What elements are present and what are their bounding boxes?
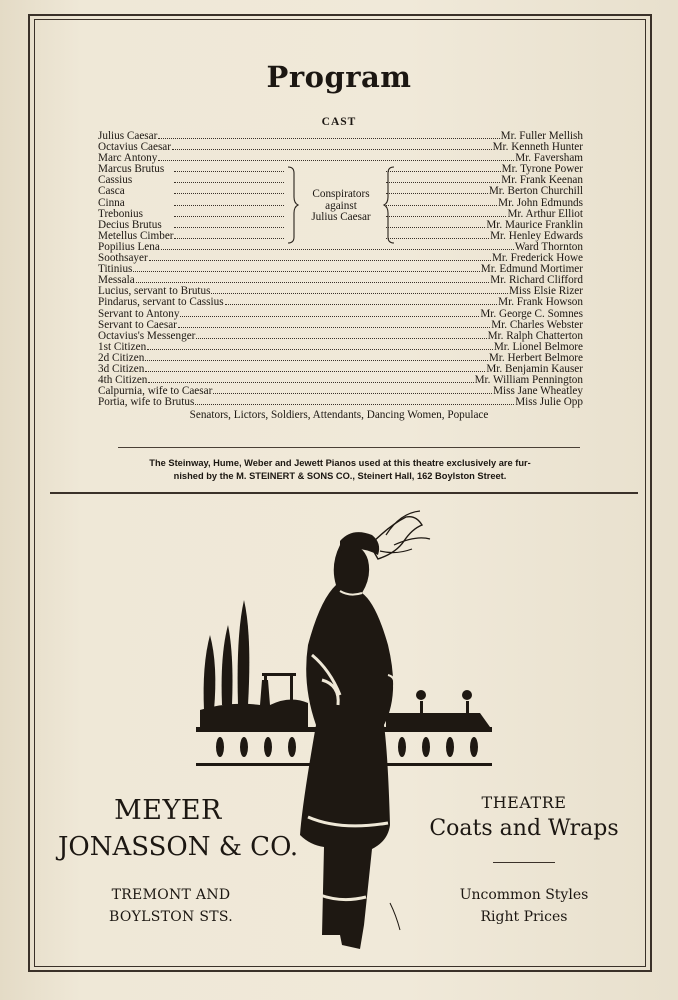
cast-role: Octavius Caesar: [98, 141, 172, 154]
advertiser-name-line: MEYER: [114, 795, 222, 826]
cast-row: [98, 231, 583, 242]
cast-actor: Mr. Henley Edwards: [490, 229, 583, 242]
cast-row: [98, 309, 583, 320]
cast-actor: Mr. Frederick Howe: [491, 252, 583, 265]
piano-notice-line: The Steinway, Hume, Weber and Jewett Pianos used at this theatre exclusively are fur-: [149, 458, 531, 468]
dot-leader: [148, 375, 473, 383]
product-heading: [418, 792, 630, 863]
cast-actor: Mr. Lionel Belmore: [493, 340, 583, 353]
product-divider: [493, 862, 555, 863]
cast-role: Cassius: [98, 174, 133, 187]
conspirators-label: [297, 189, 385, 224]
cast-role: Metellus Cimber: [98, 229, 174, 242]
cast-actor: Mr. Fuller Mellish: [500, 130, 583, 142]
cast-actor: Miss Elsie Rizer: [509, 285, 583, 298]
conspirators-label-line: Julius Caesar: [311, 211, 371, 223]
cast-role: Trebonius: [98, 207, 143, 220]
cast-role: Octavius's Messenger: [98, 329, 196, 342]
piano-notice: [90, 457, 590, 483]
cast-role: 1st Citizen: [98, 340, 147, 353]
dot-leader: [161, 242, 514, 250]
slogan-line: Right Prices: [480, 909, 568, 925]
cast-list: [98, 131, 583, 408]
cast-role: Julius Caesar: [98, 130, 158, 142]
cast-actor: Mr. Richard Clifford: [490, 274, 583, 287]
divider: [118, 447, 580, 448]
cast-actor: Mr. Arthur Elliot: [507, 207, 583, 220]
dot-leader: [196, 331, 486, 339]
piano-notice-line: nished by the M. STEINERT & SONS CO., Steinert Hall, 162 Boylston Street.: [173, 471, 507, 481]
cast-actor: Mr. Maurice Franklin: [486, 218, 583, 231]
dot-leader: [174, 175, 284, 183]
cast-role: Titinius: [98, 263, 133, 276]
dot-leader: [386, 220, 485, 228]
slogan-line: Uncommon Styles: [459, 887, 589, 903]
cast-role: Portia, wife to Brutus: [98, 396, 195, 409]
dot-leader: [386, 198, 497, 206]
cast-actor: Mr. George C. Somnes: [480, 307, 583, 320]
cast-role: Casca: [98, 185, 125, 198]
dot-leader: [386, 186, 488, 194]
cast-actor: Miss Jane Wheatley: [493, 385, 583, 398]
dot-leader: [133, 264, 479, 272]
dot-leader: [172, 142, 492, 150]
cast-actor: Mr. Kenneth Hunter: [492, 141, 583, 154]
cast-actor: Mr. Charles Webster: [491, 318, 583, 331]
cast-row: [98, 397, 583, 408]
dot-leader: [178, 320, 490, 328]
advertiser-name: [58, 793, 299, 865]
cast-role: Servant to Caesar: [98, 318, 177, 331]
dot-leader: [213, 386, 492, 394]
dot-leader: [386, 231, 489, 239]
cast-role: Decius Brutus: [98, 218, 162, 231]
conspirators-label-line: Conspirators: [312, 188, 370, 200]
address-line: TREMONT AND: [111, 887, 231, 903]
dot-leader: [158, 153, 514, 161]
cast-actor: Mr. Faversham: [515, 152, 583, 165]
dot-leader: [174, 209, 284, 217]
cast-role: Cinna: [98, 196, 125, 209]
cast-role: 2d Citizen: [98, 351, 145, 364]
cast-role: Marcus Brutus: [98, 163, 165, 176]
cast-actor: Mr. Frank Howson: [498, 296, 583, 309]
cast-role: Soothsayer: [98, 252, 148, 265]
dot-leader: [136, 275, 490, 283]
address-line: BOYLSTON STS.: [108, 909, 234, 925]
conspirators-label-line: against: [325, 199, 357, 212]
cast-actor: Mr. Tyrone Power: [501, 163, 583, 176]
cast-heading: CAST: [321, 116, 357, 128]
advertiser-address: [58, 884, 284, 928]
dot-leader: [149, 253, 491, 261]
cast-role: 4th Citizen: [98, 374, 148, 387]
section-divider: [50, 492, 638, 494]
cast-row: [98, 297, 583, 308]
dot-leader: [195, 397, 514, 405]
cast-role: Marc Antony: [98, 152, 158, 165]
cast-role: Popilius Lena: [98, 240, 160, 253]
dot-leader: [386, 209, 506, 217]
dot-leader: [158, 131, 499, 139]
cast-role: Pindarus, servant to Cassius: [98, 296, 224, 309]
dot-leader: [180, 309, 479, 317]
dot-leader: [145, 353, 488, 361]
cast-role: Messala: [98, 274, 135, 287]
dot-leader: [174, 220, 284, 228]
dot-leader: [147, 342, 493, 350]
cast-role: Servant to Antony: [98, 307, 180, 320]
cast-actor: Mr. Berton Churchill: [488, 185, 583, 198]
cast-actor: Mr. Edmund Mortimer: [480, 263, 583, 276]
page-title: Program: [266, 60, 412, 94]
cast-actor: Miss Julie Opp: [515, 396, 583, 409]
cast-actor: Mr. Herbert Belmore: [488, 351, 583, 364]
cast-actor: Ward Thornton: [514, 240, 583, 253]
dot-leader: [386, 175, 500, 183]
dot-leader: [174, 186, 284, 194]
cast-role: Calpurnia, wife to Caesar: [98, 385, 213, 398]
cast-actor: Mr. Ralph Chatterton: [487, 329, 583, 342]
dot-leader: [174, 164, 284, 172]
dot-leader: [145, 364, 485, 372]
dot-leader: [386, 164, 501, 172]
cast-actor: Mr. John Edmunds: [498, 196, 583, 209]
cast-actor: Mr. Frank Keenan: [501, 174, 583, 187]
supernumeraries-line: Senators, Lictors, Soldiers, Attendants, Dancing Women, Populace: [189, 409, 489, 421]
product-line: Coats and Wraps: [429, 816, 619, 841]
advertiser-name-line: JONASSON & CO.: [58, 832, 299, 862]
dot-leader: [225, 297, 498, 305]
product-line: THEATRE: [481, 793, 567, 812]
dot-leader: [174, 198, 284, 206]
cast-row: [98, 142, 583, 153]
cast-actor: Mr. Benjamin Kauser: [486, 362, 583, 375]
cast-actor: Mr. William Pennington: [474, 374, 583, 387]
ad-slogan: [418, 884, 630, 928]
dot-leader: [174, 231, 284, 239]
cast-role: Lucius, servant to Brutus: [98, 285, 211, 298]
cast-role: 3d Citizen: [98, 362, 145, 375]
dot-leader: [211, 286, 508, 294]
